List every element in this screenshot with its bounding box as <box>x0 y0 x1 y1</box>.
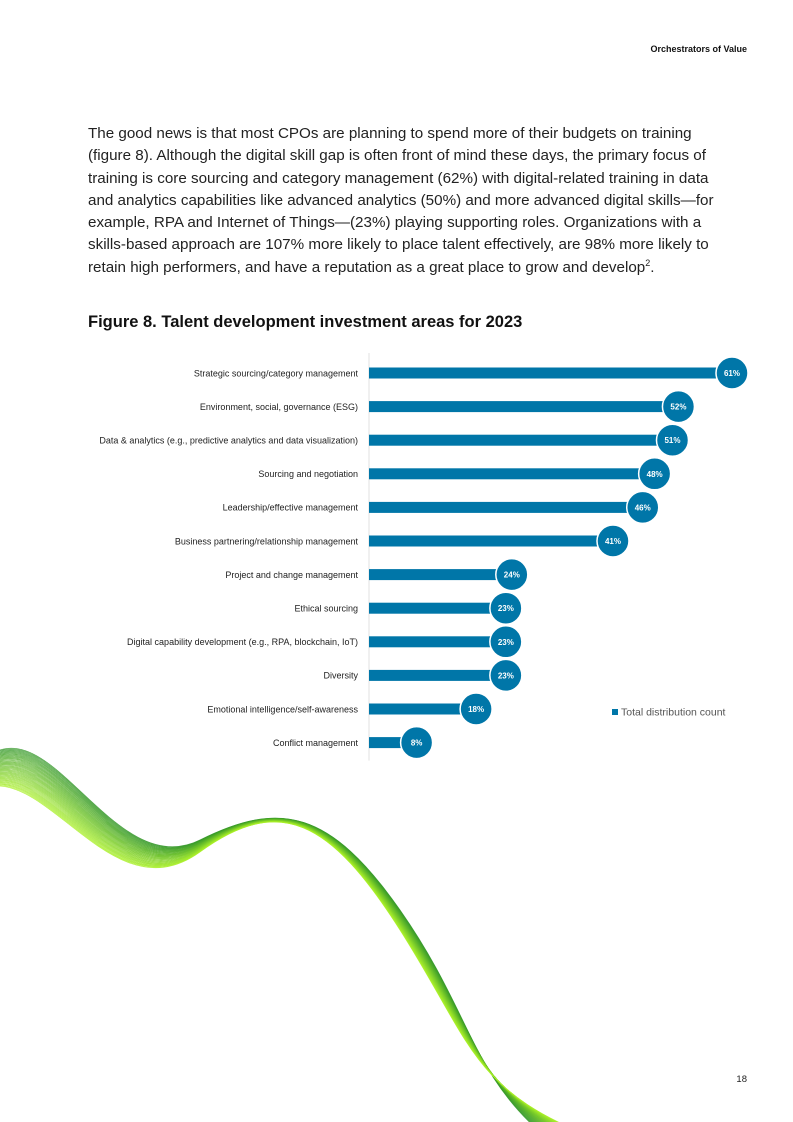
category-label: Strategic sourcing/category management <box>193 368 358 379</box>
category-label: Environment, social, governance (ESG) <box>199 401 358 412</box>
category-label: Digital capability development (e.g., RPA, blockchain, IoT) <box>127 637 358 648</box>
bar <box>369 603 506 614</box>
data-label: 23% <box>497 637 514 647</box>
category-label: Leadership/effective management <box>222 502 358 513</box>
green-wave-decoration <box>0 737 793 1122</box>
data-label: 8% <box>410 738 423 748</box>
category-label: Project and change management <box>225 569 358 580</box>
wave-line <box>0 782 576 1122</box>
bar <box>369 401 678 412</box>
bar <box>369 368 732 379</box>
category-label: Diversity <box>323 670 358 681</box>
footnote-reference[interactable]: 2 <box>645 257 651 268</box>
category-label: Conflict management <box>272 737 358 748</box>
bar-chart <box>0 345 793 770</box>
body-text-main: The good news is that most CPOs are planning to spend more of their budgets on training (figure 8). Although the digital skill gap is often front of mind these days, the primary focus of training is core sourcing and category management (62%) with digital-related training in data and analytics capabilities like advanced analytics (50%) and more advanced digital skills—for example, RPA and Internet of Things—(23%) playing supporting roles. Organizations with a skills-based approach are 107% more likely to place talent effectively, are 98% more likely to retain high performers, and have a reputation as a great place to grow and develop <box>88 125 714 276</box>
category-label: Data & analytics (e.g., predictive analytics and data visualization) <box>99 435 358 446</box>
data-label: 23% <box>497 671 514 681</box>
category-label: Ethical sourcing <box>294 603 358 614</box>
category-label: Sourcing and negotiation <box>258 469 358 480</box>
data-label: 46% <box>634 503 651 513</box>
data-label: 52% <box>670 402 687 412</box>
bar <box>369 468 655 479</box>
body-paragraph <box>88 123 728 279</box>
running-header: Orchestrators of Value <box>650 44 747 54</box>
data-label: 51% <box>664 436 681 446</box>
page-number: 18 <box>736 1074 747 1085</box>
body-text-end: . <box>650 258 655 276</box>
data-label: 61% <box>723 369 741 378</box>
figure-title: Figure 8. Talent development investment areas for 2023 <box>88 313 523 331</box>
data-label: 48% <box>646 469 663 479</box>
data-label: 41% <box>604 537 621 546</box>
data-label: 18% <box>468 705 485 714</box>
legend-label: Total distribution count <box>621 706 726 719</box>
bar <box>369 536 613 547</box>
bar <box>369 502 643 513</box>
data-label: 24% <box>503 570 520 580</box>
category-label: Business partnering/relationship management <box>174 536 358 547</box>
legend-swatch <box>612 709 618 715</box>
bar <box>369 569 512 580</box>
category-label: Emotional intelligence/self-awareness <box>207 704 358 715</box>
bar <box>369 435 672 446</box>
bar <box>369 636 506 647</box>
data-label: 23% <box>497 604 514 614</box>
bar <box>369 670 506 681</box>
